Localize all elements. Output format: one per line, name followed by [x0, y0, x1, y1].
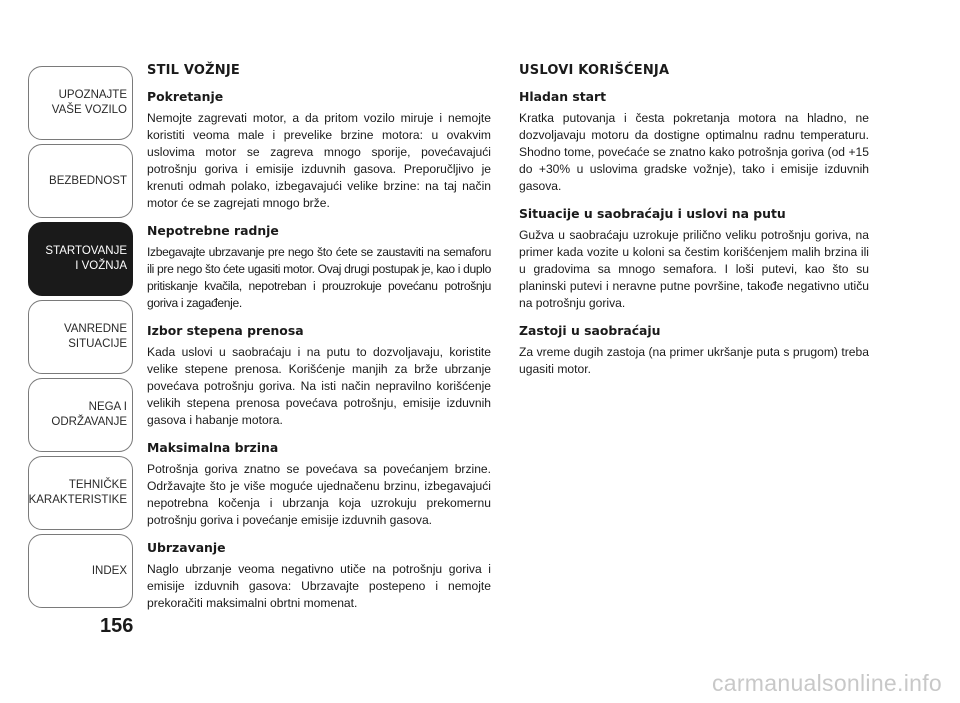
left-column — [147, 62, 491, 622]
tab-index[interactable] — [28, 534, 133, 608]
tab-label-line: VAŠE VOZILO — [51, 104, 127, 116]
right-column — [519, 62, 869, 388]
subheading: Zastoji u saobraćaju — [519, 323, 661, 338]
section-title: STIL VOŽNJE — [147, 63, 240, 78]
tab-label-line: STARTOVANJE — [45, 245, 127, 257]
tab-label-line: BEZBEDNOST — [49, 174, 127, 187]
tab-label-line: VANREDNE — [63, 323, 127, 335]
tab-vanredne-situacije[interactable] — [28, 300, 133, 374]
paragraph: Za vreme dugih zastoja (na primer ukršanje puta s prugom) treba ugasiti motor. — [519, 345, 869, 376]
tab-label-line: ODRŽAVANJE — [51, 416, 127, 428]
subheading: Hladan start — [519, 89, 607, 104]
subheading: Situacije u saobraćaju i uslovi na putu — [519, 206, 786, 221]
paragraph: Izbegavajte ubrzavanje pre nego što ćete se zaustaviti na semaforu ili pre nego što ćete ugasiti motor. Ovaj drugi postupak je, kao i duplo pritiskanje kvačila, nepotreban i prouzrokuje povećanu potrošnju goriva i zagađenje. — [147, 245, 491, 310]
tab-label-line: INDEX — [91, 564, 127, 577]
paragraph: Kada uslovi u saobraćaju i na putu to dozvoljavaju, koristite velike stepene prenosa. Korišćenje manjih za brže ubrzanje povećava potrošnju goriva. Na isti način nepravilno korišćenje velikih stepena prenosa povećava potrošnju, emisije izduvnih gasova i habanje motora. — [147, 345, 491, 427]
paragraph: Gužva u saobraćaju uzrokuje prilično veliku potrošnju goriva, na primer kada vozite u koloni sa čestim korišćenjem malih brzina ili u gradovima sa mnogo semafora. I loši putevi, kao što su planinski putevi i neravne putne površine, takođe negativno utiču na potrošnju goriva. — [519, 228, 869, 310]
tab-nega-i-odrzavanje[interactable] — [28, 378, 133, 452]
page-number: 156 — [100, 615, 134, 637]
tab-label-line: TEHNIČKE — [68, 479, 127, 491]
subheading: Nepotrebne radnje — [147, 223, 279, 238]
chapter-tabs — [28, 66, 133, 612]
tab-label-line: SITUACIJE — [68, 338, 127, 350]
subheading: Ubrzavanje — [147, 540, 226, 555]
watermark: carmanualsonline.info — [711, 670, 942, 696]
subheading: Izbor stepena prenosa — [147, 323, 304, 338]
paragraph: Nemojte zagrevati motor, a da pritom vozilo miruje i nemojte koristiti veoma male i prevelike brzine motora: u ovakvim uslovima motor se zagreva mnogo sporije, povećavajući potrošnju goriva i emisije izduvnih gasova. Preporučljivo je krenuti odmah polako, izbegavajući velike brzine: na taj način motor će se zagrejati mnogo brže. — [147, 111, 491, 210]
tab-label-line: I VOŽNJA — [75, 260, 127, 272]
subheading: Maksimalna brzina — [147, 440, 279, 455]
paragraph: Kratka putovanja i česta pokretanja motora na hladno, ne dozvoljavaju motoru da dostigne optimalnu radnu temperaturu. Shodno tome, povećaće se znatno kako potrošnja goriva (od +15 do +30% u uslovima gradske vožnje), tako i emisije izduvnih gasova. — [519, 111, 869, 193]
tab-startovanje-i-voznja[interactable] — [28, 222, 133, 296]
paragraph: Potrošnja goriva znatno se povećava sa povećanjem brzine. Održavajte što je više moguće ujednačenu brzinu, izbegavajući nepotrebna kočenja i ubrzanja koja uzrokuju prekomernu potrošnju goriva i povećanje emisije izduvnih gasova. — [147, 462, 491, 527]
subheading: Pokretanje — [147, 89, 224, 104]
tab-tehnicke-karakteristike[interactable] — [28, 456, 133, 530]
section-title: USLOVI KORIŠĆENJA — [519, 63, 670, 78]
paragraph: Naglo ubrzanje veoma negativno utiče na potrošnju goriva i emisije izduvnih gasova: Ubrzavajte postepeno i nemojte prekoračiti maksimalni obrtni momenat. — [147, 562, 491, 610]
tab-bezbednost[interactable] — [28, 144, 133, 218]
tab-label-line: KARAKTERISTIKE — [28, 494, 127, 506]
tab-upoznajte-vase-vozilo[interactable] — [28, 66, 133, 140]
tab-label-line: NEGA I — [88, 401, 127, 413]
tab-label-line: UPOZNAJTE — [58, 89, 127, 101]
